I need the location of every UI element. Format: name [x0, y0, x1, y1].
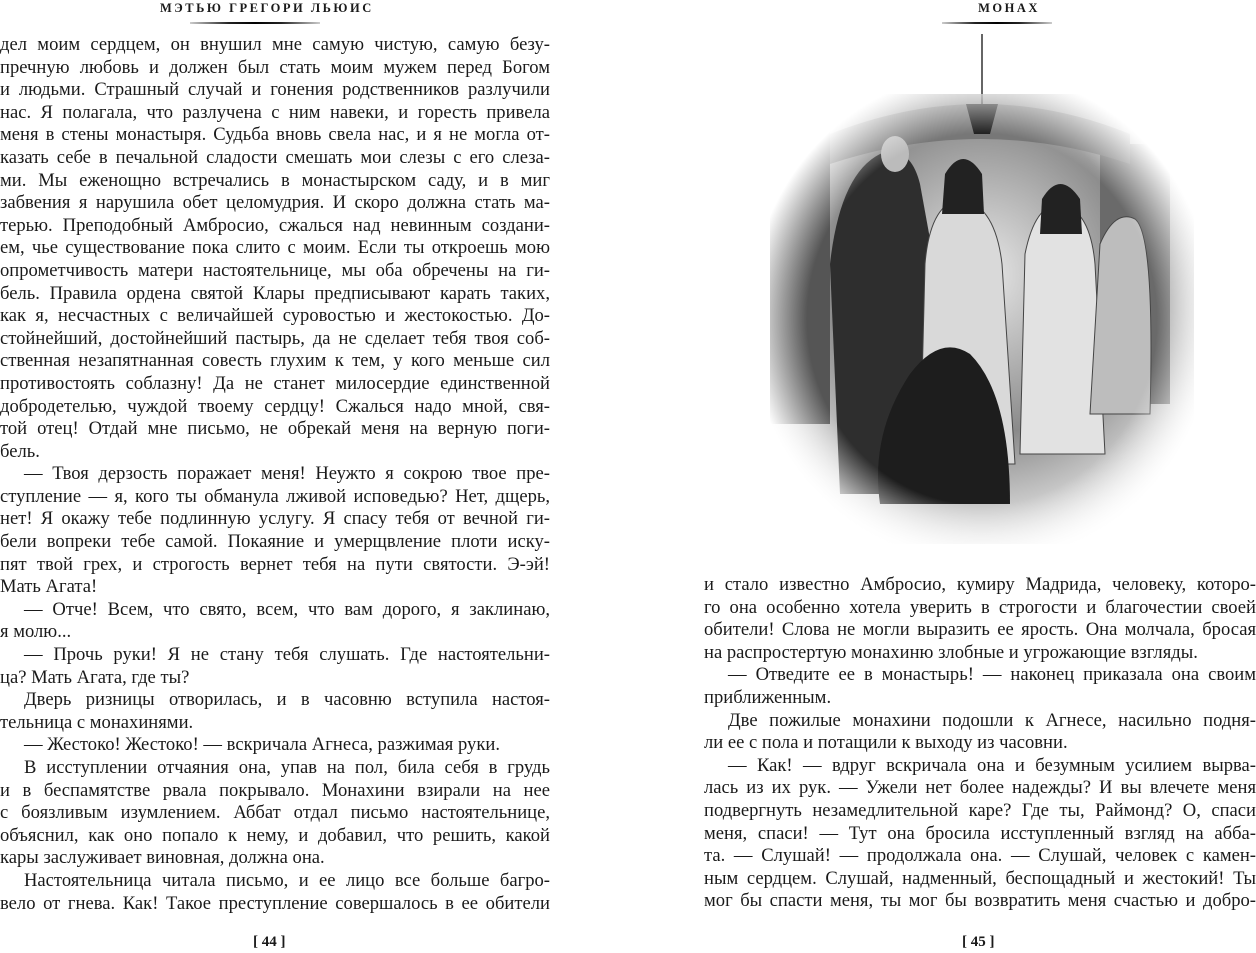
text-line: терью. Преподобный Амбросио, сжалься над невинным создани- — [0, 214, 550, 236]
right-page — [704, 0, 1256, 953]
text-line: ми. Мы еженощно встречались в монастырском саду, и в миг — [0, 169, 550, 191]
engraving-illustration — [770, 34, 1194, 544]
text-line: Настоятельница читала письмо, и ее лицо все больше багро- — [24, 869, 550, 891]
text-line: на распростертую монахиню злобные и угрожающие взгляды. — [704, 641, 1198, 663]
text-line: опрометчивость матери настоятельнице, мы оба обречены на ги- — [0, 259, 550, 281]
text-line: ца? Мать Агата, где ты? — [0, 666, 190, 688]
text-line: объяснил, как оно попало к нему, и добавил, что решить, какой — [0, 824, 550, 846]
text-line: обители! Слова не могли выразить ее ярость. Она молчала, бросая — [704, 619, 1256, 641]
text-line: ступление — я, кого ты обманула лживой исповедью? Нет, дщерь, — [0, 485, 550, 507]
text-line: тельница с монахинями. — [0, 711, 194, 733]
text-line: и стало известно Амбросио, кумиру Мадрида, человеку, которо- — [704, 574, 1256, 595]
text-line: Дверь ризницы отворилась, и в часовню вступила настоя- — [24, 689, 550, 711]
left-page — [0, 0, 550, 953]
text-line: меня в стены монастыря. Судьба вновь свела нас, и я не могла от- — [0, 124, 550, 146]
text-line: ли ее с пола и потащили к выходу из часовни. — [704, 732, 1068, 754]
text-line: той отец! Отдай мне письмо, не обрекай меня на верную поги- — [0, 418, 550, 440]
text-line: пречную любовь и должен был стать моим мужем перед Богом — [0, 56, 550, 78]
text-line: забвения я нарушила обет целомудрия. И скоро должна стать ма- — [0, 192, 550, 214]
text-line: ственная незапятнанная совесть глухим к тем, у кого меньше сил — [0, 350, 550, 372]
text-line: мог бы спасти меня, ты мог бы возвратить меня счастью и добро- — [704, 890, 1256, 912]
running-head: МЭТЬЮ ГРЕГОРИ ЛЬЮИС — [160, 1, 374, 15]
text-line: и в беспамятстве рвала покрывало. Монахини взирали на нее — [0, 779, 550, 801]
text-line: казать себе в печальной сладости смешать мои слезы с его слеза- — [0, 146, 550, 168]
text-line: Две пожилые монахини подошли к Агнесе, насильно подня- — [728, 709, 1256, 731]
text-line: меня, спаси! — Тут она бросила исступленный взгляд на абба- — [704, 822, 1256, 844]
text-line: противостоять соблазну! Да не станет милосердие единственной — [0, 372, 550, 394]
text-line: Мать Агата! — [0, 576, 98, 598]
text-line: ным сердцем. Слушай, надменный, беспощадный и жестокий! Ты — [704, 867, 1256, 889]
text-line: — Прочь руки! Я не стану тебя слушать. Где настоятельни- — [24, 644, 550, 666]
running-head: МОНАХ — [978, 1, 1040, 15]
text-line: подвергнуть незамедлительной каре? Где ты, Раймонд? О, спаси — [704, 799, 1256, 821]
text-line: — Отведите ее в монастырь! — наконец приказала она своим — [728, 664, 1256, 686]
text-line: и людьми. Страшный случай и гонения родственников разлучили — [0, 79, 550, 101]
text-line: как я, несчастных с величайшей суровостью и жестокостью. До- — [0, 305, 550, 327]
text-line: кары заслуживает виновная, должна она. — [0, 847, 325, 869]
text-line: нет! Я окажу тебе подлинную услугу. Я спасу тебя от вечной ги- — [0, 508, 550, 530]
text-line: дел моим сердцем, он внушил мне самую чистую, самую безу- — [0, 34, 550, 55]
right-page-text — [704, 574, 1256, 913]
text-line: с боязливым изумлением. Аббат отдал письмо настоятельнице, — [0, 802, 550, 824]
text-line: вело от гнева. Как! Такое преступление совершалось в ее обители — [0, 892, 550, 914]
text-line: бели вопреки тебе самой. Покаяние и умерщвление плоти иску- — [0, 531, 550, 553]
text-line: пят твой грех, и строгость вернет тебя на пути святости. Э-эй! — [0, 553, 550, 575]
text-line: — Отче! Всем, что свято, всем, что вам дорого, я заклинаю, — [24, 598, 550, 620]
text-line: стойнейший, достойнейший пастырь, да не сделает тебя твоя соб- — [0, 327, 550, 349]
text-line: — Жестоко! Жестоко! — вскричала Агнеса, разжимая руки. — [24, 734, 500, 756]
text-line: я молю... — [0, 621, 72, 643]
text-line: бель. Правила ордена святой Клары предписывают карать таких, — [0, 282, 550, 304]
text-line: го она особенно хотела уверить в строгости и благочестии своей — [704, 596, 1256, 618]
header-rule — [942, 22, 1052, 24]
text-line: — Твоя дерзость поражает меня! Неужто я сокрою твое пре- — [24, 463, 550, 485]
text-line: бель. — [0, 440, 40, 462]
text-line: — Как! — вдруг вскричала она и безумным усилием вырва- — [728, 754, 1256, 776]
page-number: [ 44 ] — [253, 934, 286, 950]
header-rule — [190, 22, 320, 24]
text-line: приближенным. — [704, 686, 832, 708]
text-line: добродетелью, чуждой твоему сердцу! Сжалься надо мной, свя- — [0, 395, 550, 417]
text-line: ем, чье существование пока слито с моим. Если ты откроешь мою — [0, 237, 550, 259]
left-page-text — [0, 34, 550, 915]
text-line: В исступлении отчаяния она, упав на пол, била себя в грудь — [24, 757, 550, 778]
text-line: нас. Я полагала, что разлучена с ним навеки, и горесть привела — [0, 101, 550, 123]
text-line: та. — Слушай! — продолжала она. — Слушай, человек с камен- — [704, 845, 1256, 867]
text-line: лась из их рук. — Ужели нет более надежды? И вы влечете меня — [704, 777, 1256, 799]
page-number: [ 45 ] — [962, 934, 995, 950]
